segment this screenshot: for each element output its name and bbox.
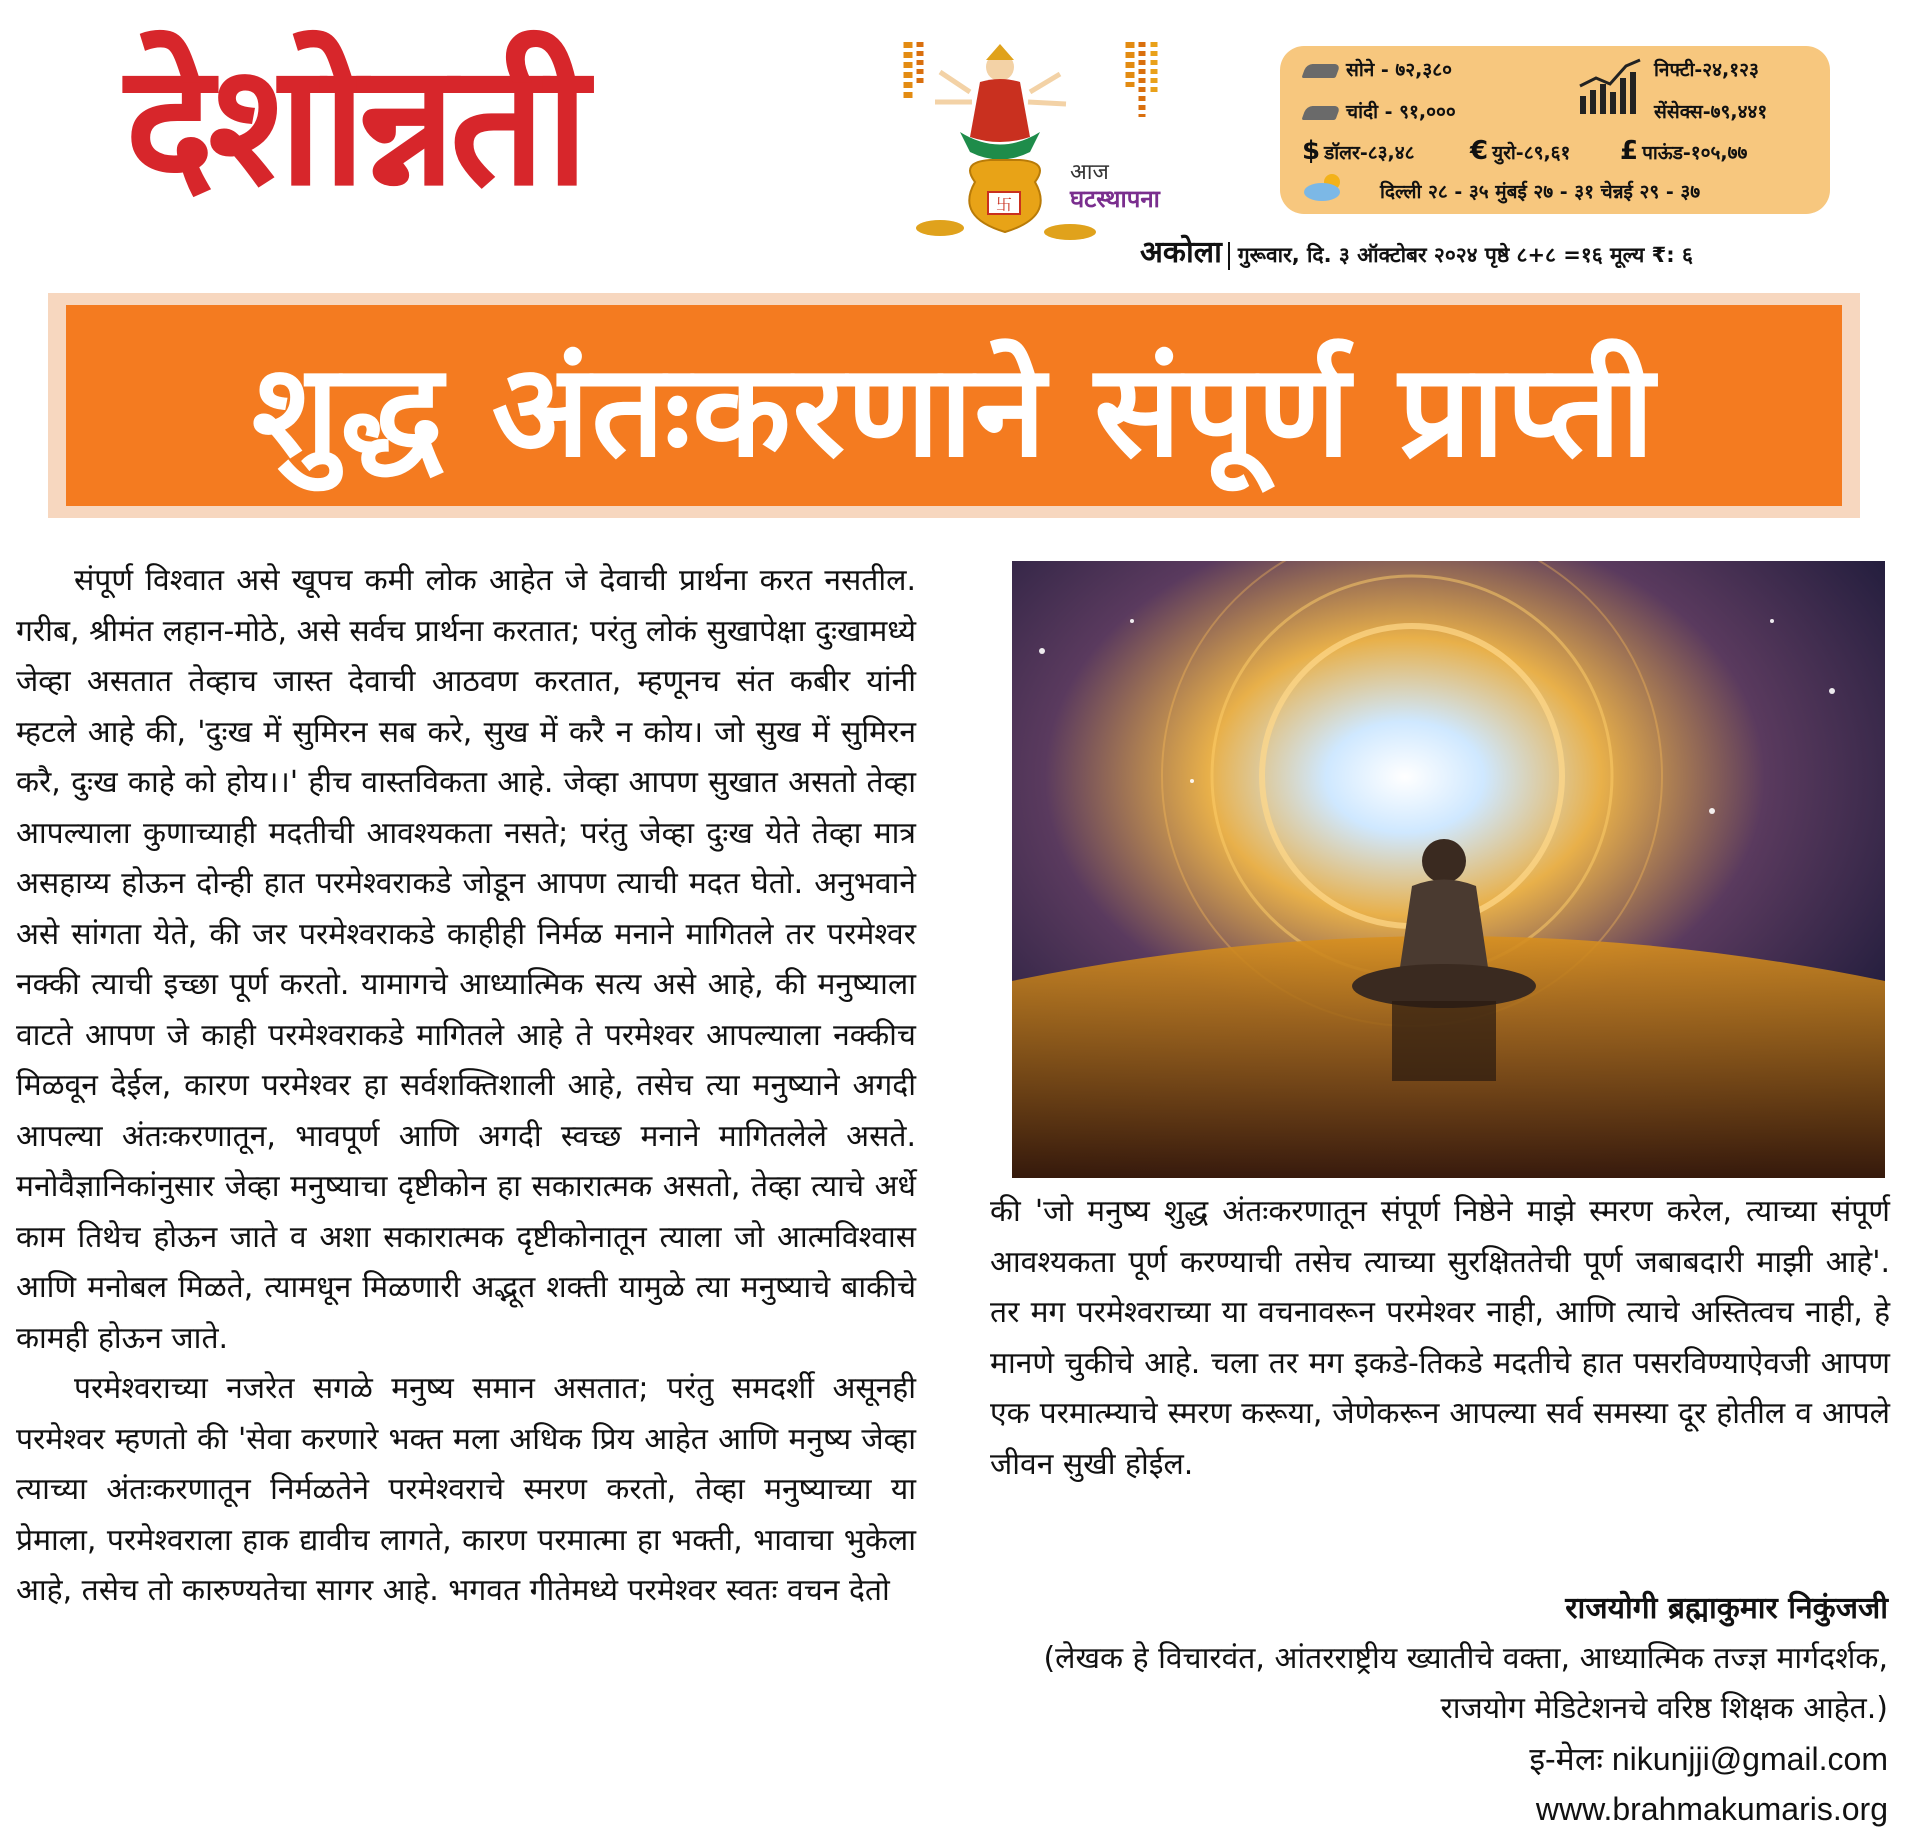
article-column-left: [16, 556, 916, 1617]
article-paragraph-3: की 'जो मनुष्य शुद्ध अंतःकरणातून संपूर्ण निष्ठेने माझे स्मरण करेल, त्याच्या संपूर्ण आवश्यकता पूर्ण करण्याची तसेच त्याच्या सुरक्षिततेची पूर्ण जबाबदारी माझी आहे'. तर मग परमेश्वराच्या या वचनावरून परमेश्वर नाही, आणि त्याचे अस्तित्वच नाही, हे मानणे चुकीचे आहे. चला तर मग इकडे-तिकडे मदतीचे हात पसरविण्याऐवजी आपण एक परमात्म्याचे स्मरण करूया, जेणेकरून आपल्या सर्व समस्या दूर होतील व आपले जीवन सुखी होईल.: [990, 1194, 1890, 1482]
article-paragraph-2: परमेश्वराच्या नजरेत सगळे मनुष्य समान असतात; परंतु समदर्शी असूनही परमेश्वर म्हणतो की 'सेवा करणारे भक्त मला अधिक प्रिय आहेत आणि मनुष्य जेव्हा त्याच्या अंतःकरणातून निर्मळतेने परमेश्वराचे स्मरण करतो, तेव्हा मनुष्याच्या या प्रेमाला, परमेश्वराला हाक द्यावीच लागते, कारण परमात्मा हा भक्ती, भावाचा भुकेला आहे, तसेच तो कारुण्यतेचा सागर आहे. भगवत गीतेमध्ये परमेश्वर स्वतः वचन देतो: [16, 1371, 916, 1608]
gold-bar-icon: [1301, 64, 1340, 78]
headline-banner: [48, 293, 1860, 518]
svg-text:卐: 卐: [995, 195, 1013, 214]
silver-bar-icon: [1301, 106, 1340, 120]
gold-rate: सोने - ७२,३८०: [1304, 56, 1452, 82]
newspaper-logo: देशोन्नती: [125, 27, 583, 223]
author-email[interactable]: इ-मेलः nikunjji@gmail.com: [1529, 1741, 1888, 1777]
dollar-icon: $: [1302, 136, 1321, 166]
market-rates-box: [1280, 46, 1830, 214]
festival-prefix: आज: [1070, 160, 1109, 185]
euro-rate: € युरो-८९,६१: [1470, 136, 1571, 166]
weather-temperatures: दिल्ली २८ - ३५ मुंबई २७ - ३१ चेन्नई २९ - ३७: [1380, 181, 1701, 203]
author-name: राजयोगी ब्रह्माकुमार निकुंजजी: [1565, 1591, 1888, 1626]
festival-illustration: [880, 32, 1220, 262]
kalash-pot: [916, 160, 1096, 240]
festival-name: घटस्थापना: [1070, 185, 1160, 213]
article-headline: शुद्ध अंतःकरणाने संपूर्ण प्राप्ती: [251, 337, 1657, 486]
author-description: (लेखक हे विचारवंत, आंतरराष्ट्रीय ख्यातीचे वक्ता, आध्यात्मिक तज्ज्ञ मार्गदर्शक, राजयोग मेडिटेशनचे वरिष्ठ शिक्षक आहेत.): [1043, 1641, 1888, 1726]
pound-icon: £: [1620, 136, 1639, 166]
festival-label: [1070, 160, 1160, 212]
goddess-figure: [935, 44, 1066, 160]
marigold-garland-right: [1130, 42, 1154, 117]
edition-details: गुरूवार, दि. ३ ऑक्टोबर २०२४ पृष्ठे ८+८ =१६ मूल्य ₹: ६: [1237, 243, 1693, 267]
stock-chart-icon: [1576, 56, 1646, 116]
article-column-right: [990, 1187, 1890, 1490]
nifty-rate: निफ्टी-२४,१२३: [1654, 59, 1759, 81]
sensex-rate: सेंसेक्स-७९,४४१: [1654, 101, 1768, 123]
meditation-photo: [1012, 561, 1885, 1178]
pound-rate: £ पाऊंड-१०५,७७: [1620, 136, 1748, 166]
marigold-garland-left: [908, 42, 920, 102]
dateline: [1140, 230, 1693, 271]
article-paragraph-1: संपूर्ण विश्वात असे खूपच कमी लोक आहेत जे देवाची प्रार्थना करत नसतील. गरीब, श्रीमंत लहान-मोठे, असे सर्वच प्रार्थना करतात; परंतु लोकं सुखापेक्षा दुःखामध्ये जेव्हा असतात तेव्हाच जास्त देवाची आठवण करतात, म्हणूनच संत कबीर यांनी म्हटले आहे की, 'दुःख में सुमिरन सब करे, सुख में करै न कोय। जो सुख में सुमिरन करै, दुःख काहे को होय।।' हीच वास्तविकता आहे. जेव्हा आपण सुखात असतो तेव्हा आपल्याला कुणाच्याही मदतीची आवश्यकता नसते; परंतु जेव्हा दुःख येते तेव्हा मात्र असहाय्य होऊन दोन्ही हात परमेश्वराकडे जोडून आपण त्याची मदत घेतो. अनुभवाने असे सांगता येते, की जर परमेश्वराकडे काहीही निर्मळ मनाने मागितले तर परमेश्वर नक्की त्याची इच्छा पूर्ण करतो. यामागचे आध्यात्मिक सत्य असे आहे, की मनुष्याला वाटते आपण जे काही परमेश्वराकडे मागितले आहे ते परमेश्वर आपल्याला नक्कीच मिळवून देईल, कारण परमेश्वर हा सर्वशक्तिशाली आहे, तसेच त्या मनुष्याने अगदी आपल्या अंतःकरणातून, भावपूर्ण आणि अगदी स्वच्छ मनाने मागितलेले असते. मनोवैज्ञानिकांनुसार जेव्हा मनुष्याचा दृष्टीकोन हा सकारात्मक असतो, तेव्हा त्याचे अर्धे काम तिथेच होऊन जाते व अशा सकारात्मक दृष्टीकोनातून त्याला जो आत्मविश्वास आणि मनोबल मिळते, त्यामधून मिळणारी अद्भूत शक्ती यामुळे त्या मनुष्याचे बाकीचे कामही होऊन जाते.: [16, 563, 916, 1356]
euro-icon: €: [1470, 136, 1489, 166]
weather-cloud-icon: [1302, 172, 1346, 202]
author-byline: [1008, 1584, 1888, 1834]
dollar-rate: $ डॉलर-८३,४८: [1302, 136, 1415, 166]
author-website[interactable]: www.brahmakumaris.org: [1535, 1791, 1888, 1827]
edition-city: अकोला: [1140, 235, 1222, 270]
silver-rate: चांदी - ९१,०००: [1304, 98, 1456, 124]
